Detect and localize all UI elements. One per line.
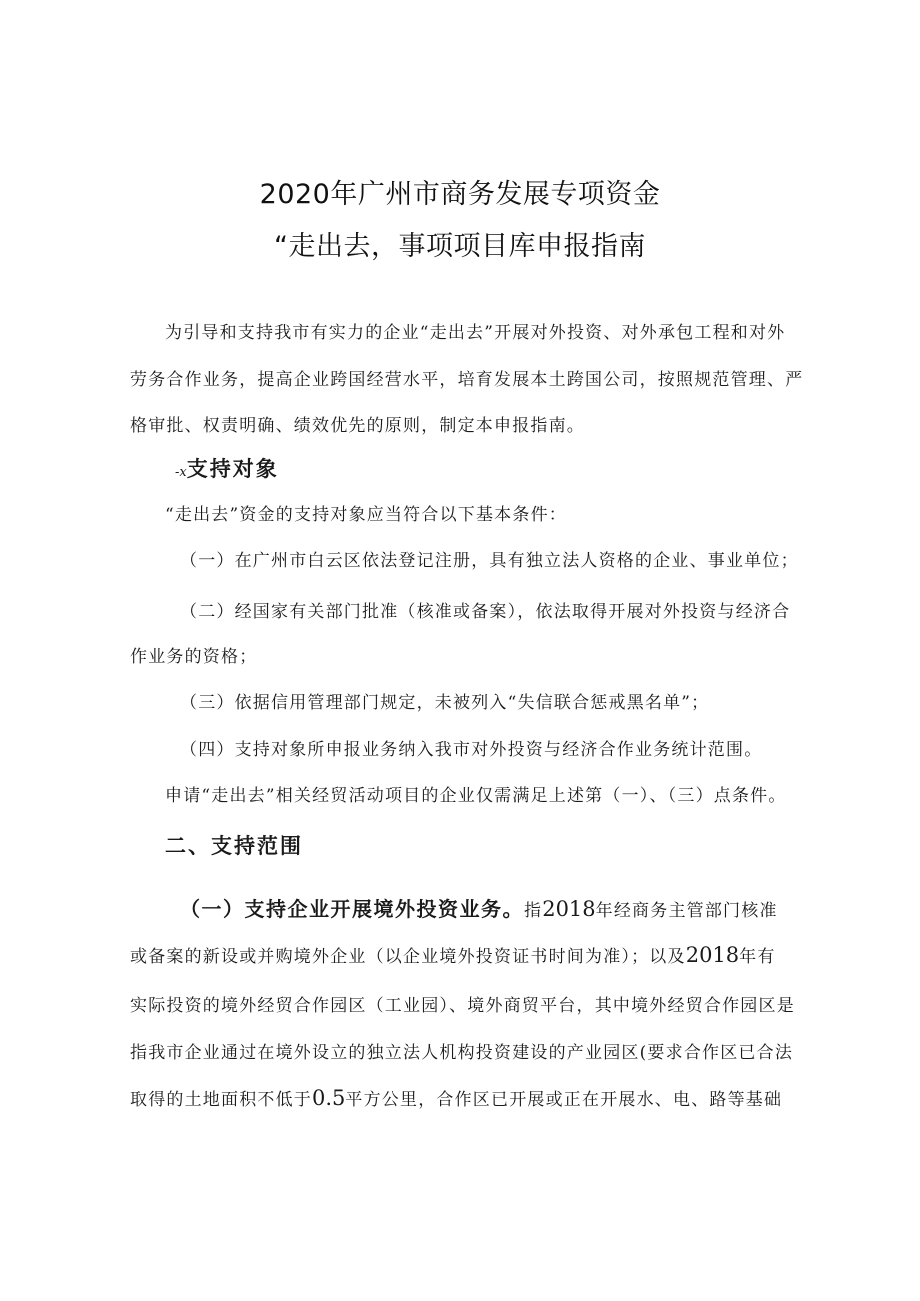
year-2018-a: 2018 bbox=[542, 897, 596, 921]
section1-item-4: （四）支持对象所申报业务纳入我市对外投资与经济合作业务统计范围。 bbox=[180, 740, 763, 760]
section1-item-3: （三）依据信用管理部门规定，未被列入“失信联合惩戒黑名单”； bbox=[180, 693, 710, 713]
section1-lead: “走出去”资金的支持对象应当符合以下基本条件： bbox=[165, 505, 567, 525]
section1-item-2-cont: 作业务的资格； bbox=[130, 647, 258, 667]
section1-title: 支持对象 bbox=[186, 456, 279, 481]
section2-sub1-line4: 指我市企业通过在境外设立的独立法人机构投资建设的产业园区(要求合作区已合法 bbox=[130, 1043, 794, 1063]
sub1-p1-b: 年经商务主管部门核准 bbox=[595, 901, 778, 921]
document-title-line2: “走出去，事项项目库申报指南 bbox=[274, 231, 646, 262]
document-title-line1: 2020年广州市商务发展专项资金 bbox=[259, 179, 661, 210]
sub1-p1-a: 指 bbox=[524, 901, 543, 921]
section2-sub1-title: （一）支持企业开展境外投资业务。 bbox=[180, 897, 524, 921]
section1-item-2: （二）经国家有关部门批准（核准或备案），依法取得开展对外投资与经济合 bbox=[180, 602, 791, 622]
section1-note: 申请“走出去”相关经贸活动项目的企业仅需满足上述第（一）、（三）点条件。 bbox=[165, 786, 787, 806]
section2-heading: 二、支持范围 bbox=[165, 833, 303, 858]
intro-line-2: 劳务合作业务，提高企业跨国经营水平，培育发展本土跨国公司，按照规范管理、严 bbox=[130, 370, 804, 390]
section1-heading bbox=[175, 453, 279, 483]
section1-item-1: （一）在广州市白云区依法登记注册，具有独立法人资格的企业、事业单位； bbox=[180, 551, 799, 571]
section2-sub1-line3: 实际投资的境外经贸合作园区（工业园）、境外商贸平台，其中境外经贸合作园区是 bbox=[130, 996, 795, 1016]
sub1-p5-b: 平方公里，合作区已开展或正在开展水、电、路等基础 bbox=[345, 1090, 783, 1110]
sub1-p2-b: 年有 bbox=[739, 947, 776, 967]
section2-sub1-line1 bbox=[180, 893, 820, 922]
intro-line-3: 格审批、权责明确、绩效优先的原则，制定本申报指南。 bbox=[130, 416, 585, 436]
section2-sub1-line5 bbox=[130, 1085, 820, 1110]
sub1-p2-a: 或备案的新设或并购境外企业（以企业境外投资证书时间为准）；以及 bbox=[130, 947, 686, 967]
section1-mark: -x bbox=[175, 465, 187, 480]
intro-line-1: 为引导和支持我市有实力的企业“走出去”开展对外投资、对外承包工程和对外 bbox=[165, 323, 786, 343]
area-value: 0.5 bbox=[312, 1086, 346, 1110]
section2-sub1-line2 bbox=[130, 942, 820, 967]
year-2018-b: 2018 bbox=[685, 943, 740, 967]
sub1-p5-a: 取得的土地面积不低于 bbox=[130, 1090, 312, 1110]
